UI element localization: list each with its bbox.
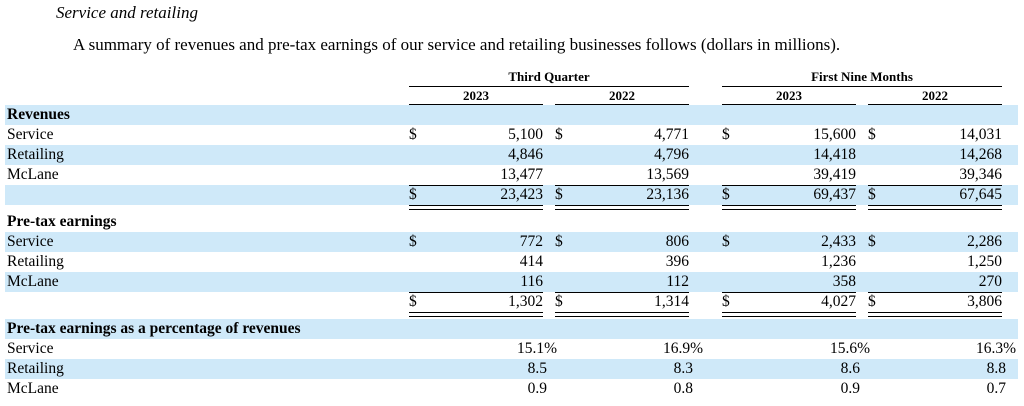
dollar-sign: $ xyxy=(722,233,730,250)
table-row-total xyxy=(5,185,1018,205)
value-cell: 112 xyxy=(666,273,689,290)
value-cell: 13,569 xyxy=(646,166,689,183)
table-row xyxy=(5,379,1018,399)
dollar-sign: $ xyxy=(868,126,876,143)
row-label: Service xyxy=(7,126,54,143)
dollar-sign: $ xyxy=(555,126,563,143)
dollar-sign: $ xyxy=(409,126,417,143)
total-double-line xyxy=(555,205,689,210)
header-year-q-2022: 2022 xyxy=(609,88,635,103)
row-label: Retailing xyxy=(7,253,64,270)
total-double-line xyxy=(555,312,689,317)
dollar-sign: $ xyxy=(409,293,417,310)
total-value: 67,645 xyxy=(959,186,1002,203)
table-row-total xyxy=(5,292,1018,312)
pretax-title-row xyxy=(5,212,1018,232)
row-label: Retailing xyxy=(7,360,64,377)
value-cell: 14,418 xyxy=(813,146,856,163)
header-first-nine-months: First Nine Months xyxy=(811,69,913,84)
dollar-sign: $ xyxy=(722,186,730,203)
dollar-sign: $ xyxy=(409,186,417,203)
table-row xyxy=(5,359,1018,379)
header-year-q-2023: 2023 xyxy=(463,88,489,103)
value-cell: 396 xyxy=(665,253,689,270)
value-cell: 14,031 xyxy=(959,126,1002,143)
value-cell: 13,477 xyxy=(500,166,543,183)
total-double-line xyxy=(409,205,543,210)
table-row xyxy=(5,165,1018,185)
row-label: Service xyxy=(7,233,54,250)
dollar-sign: $ xyxy=(868,186,876,203)
total-value: 1,314 xyxy=(654,293,689,310)
table-row xyxy=(5,272,1018,292)
value-cell: 39,346 xyxy=(959,166,1002,183)
percent-cell: 8.5 xyxy=(527,360,547,377)
total-value: 23,423 xyxy=(500,186,543,203)
value-cell: 2,286 xyxy=(967,233,1002,250)
value-cell: 15,600 xyxy=(813,126,856,143)
percent-cell: 0.9 xyxy=(527,380,547,397)
total-value: 69,437 xyxy=(813,186,856,203)
dollar-sign: $ xyxy=(555,186,563,203)
header-underline-9m xyxy=(722,86,1002,87)
header-underline-q xyxy=(409,86,689,87)
dollar-sign: $ xyxy=(555,293,563,310)
row-label: Service xyxy=(7,340,54,357)
percent-cell: 15.1% xyxy=(516,340,557,357)
total-double-line xyxy=(409,312,543,317)
value-cell: 1,236 xyxy=(821,253,856,270)
percentage-title-row xyxy=(5,319,1018,339)
revenues-title-row xyxy=(5,105,1018,125)
dollar-sign: $ xyxy=(555,233,563,250)
header-third-quarter: Third Quarter xyxy=(508,69,590,84)
row-label: McLane xyxy=(7,273,59,290)
percent-cell: 8.3 xyxy=(673,360,693,377)
total-double-line xyxy=(722,205,856,210)
value-cell: 414 xyxy=(519,253,543,270)
total-value: 4,027 xyxy=(821,293,856,310)
value-cell: 1,250 xyxy=(967,253,1002,270)
value-cell: 14,268 xyxy=(959,146,1002,163)
total-value: 3,806 xyxy=(967,293,1002,310)
table-row xyxy=(5,145,1018,165)
value-cell: 116 xyxy=(520,273,543,290)
row-label: Retailing xyxy=(7,146,64,163)
percent-cell: 16.3% xyxy=(975,340,1016,357)
value-cell: 772 xyxy=(519,233,543,250)
dollar-sign: $ xyxy=(722,126,730,143)
value-cell: 4,771 xyxy=(654,126,689,143)
section-title: Service and retailing xyxy=(56,3,198,22)
table-row xyxy=(5,232,1018,252)
header-year-9m-2023: 2023 xyxy=(776,88,802,103)
percent-cell: 15.6% xyxy=(829,340,870,357)
value-cell: 4,846 xyxy=(508,146,543,163)
table-row xyxy=(5,339,1018,359)
percentage-title: Pre-tax earnings as a percentage of revenues xyxy=(7,320,301,337)
dollar-sign: $ xyxy=(722,293,730,310)
total-double-line xyxy=(868,312,1002,317)
value-cell: 806 xyxy=(665,233,689,250)
total-value: 1,302 xyxy=(508,293,543,310)
total-double-line xyxy=(722,312,856,317)
table-row xyxy=(5,125,1018,145)
value-cell: 2,433 xyxy=(821,233,856,250)
row-label: McLane xyxy=(7,380,59,397)
pretax-title: Pre-tax earnings xyxy=(7,213,117,230)
dollar-sign: $ xyxy=(868,233,876,250)
row-label: McLane xyxy=(7,166,59,183)
percent-cell: 0.9 xyxy=(840,380,860,397)
dollar-sign: $ xyxy=(868,293,876,310)
header-year-9m-2022: 2022 xyxy=(922,88,948,103)
value-cell: 39,419 xyxy=(813,166,856,183)
value-cell: 5,100 xyxy=(508,126,543,143)
revenues-title: Revenues xyxy=(7,106,70,123)
percent-cell: 0.8 xyxy=(673,380,693,397)
percent-cell: 8.8 xyxy=(986,360,1006,377)
total-double-line xyxy=(868,205,1002,210)
percent-cell: 16.9% xyxy=(662,340,703,357)
percent-cell: 0.7 xyxy=(986,380,1006,397)
value-cell: 4,796 xyxy=(654,146,689,163)
intro-text: A summary of revenues and pre-tax earnings of our service and retailing businesses follows (dollars in millions). xyxy=(73,35,841,54)
table-row xyxy=(5,252,1018,272)
total-value: 23,136 xyxy=(646,186,689,203)
value-cell: 358 xyxy=(832,273,856,290)
dollar-sign: $ xyxy=(409,233,417,250)
percent-cell: 8.6 xyxy=(840,360,860,377)
value-cell: 270 xyxy=(978,273,1002,290)
